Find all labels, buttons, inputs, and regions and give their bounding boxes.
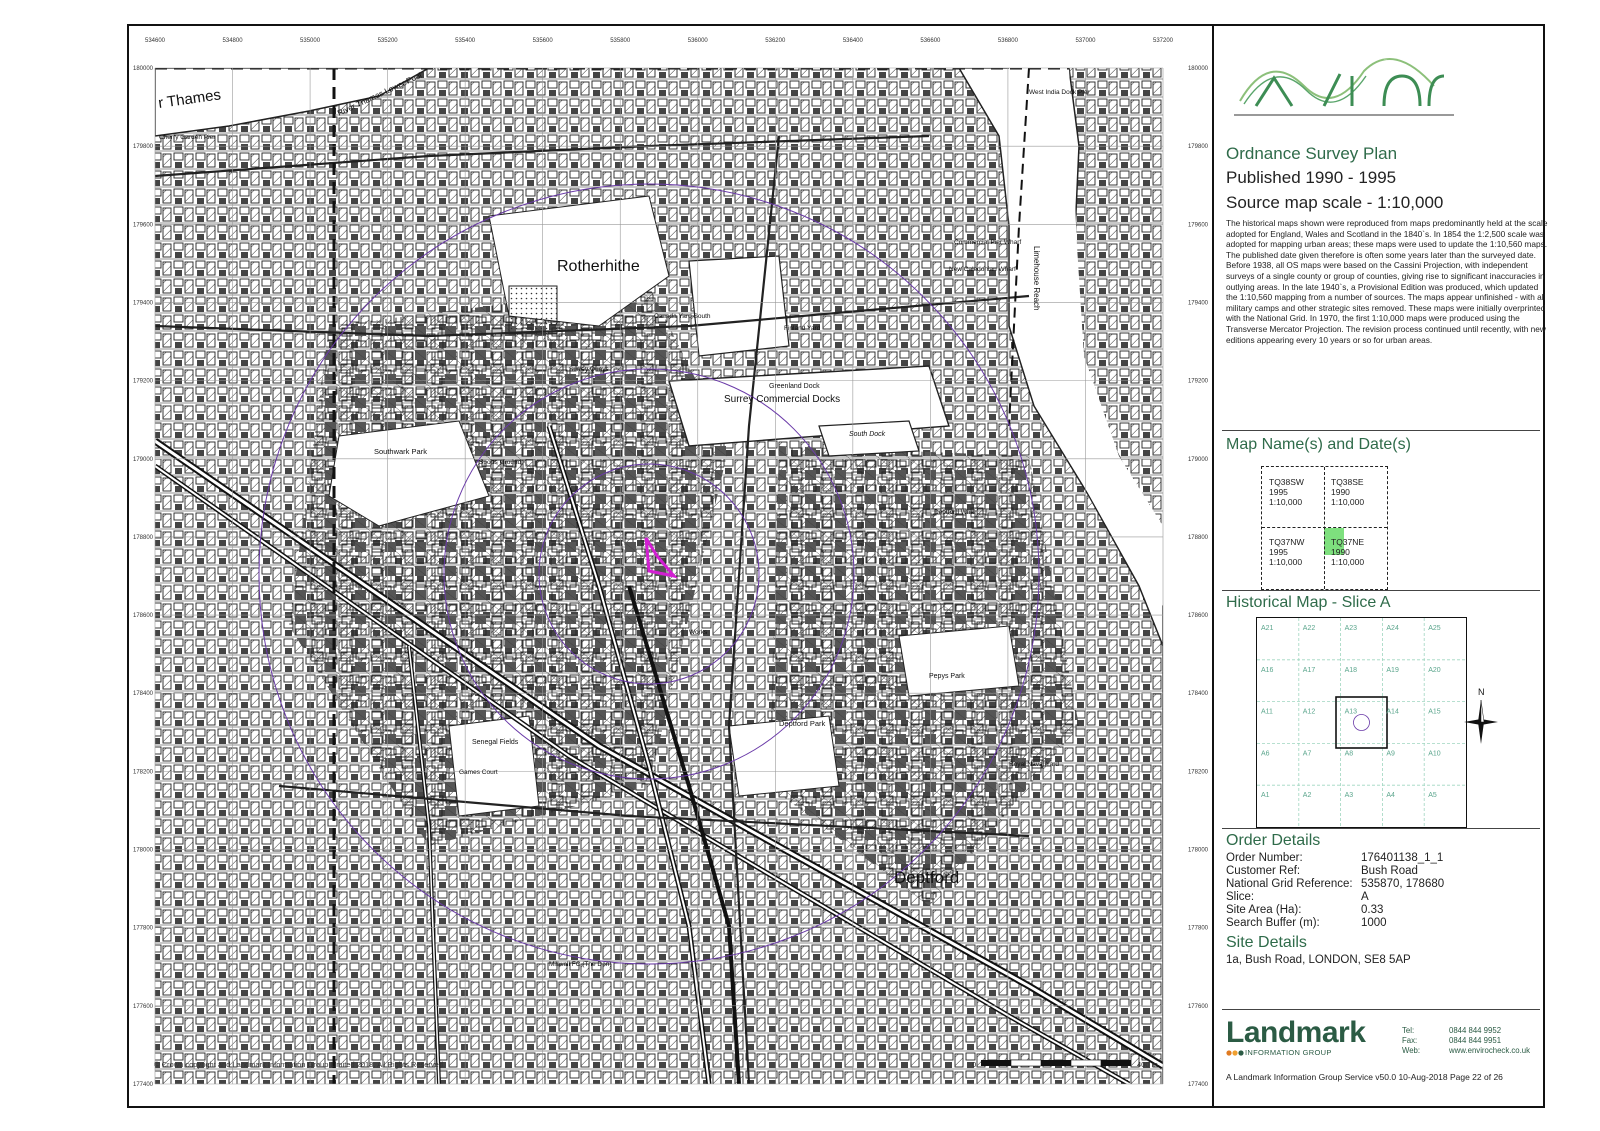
easting-tick-label: 535200 bbox=[377, 38, 398, 44]
scale-bar bbox=[981, 1060, 1131, 1066]
northing-tick-label: 179200 bbox=[133, 378, 154, 385]
northing-tick-label: 178400 bbox=[133, 691, 154, 698]
slice-cell-label: A8 bbox=[1344, 750, 1354, 758]
canada-water bbox=[689, 256, 789, 356]
easting-tick-label: 537000 bbox=[1075, 38, 1096, 44]
stippled-area bbox=[509, 286, 557, 334]
landmark-dots-icon bbox=[1226, 1050, 1244, 1056]
easting-labels bbox=[145, 38, 1174, 44]
northing-tick-label: 179200 bbox=[1187, 378, 1208, 385]
label-sports-ground: Sports Ground bbox=[479, 459, 522, 466]
aviron-logo bbox=[1234, 46, 1454, 121]
label-river-thames-pool: River Thames Lower Pool bbox=[336, 70, 424, 118]
slice-cell-label: A23 bbox=[1344, 625, 1358, 632]
svg-text:N: N bbox=[1478, 687, 1485, 697]
sheet-index-grid bbox=[1261, 466, 1388, 590]
order-field-label: Search Buffer (m): bbox=[1226, 917, 1320, 929]
northing-tick-label: 177800 bbox=[1187, 925, 1208, 932]
slice-cell-label: A16 bbox=[1261, 666, 1274, 674]
order-field-label: Order Number: bbox=[1226, 852, 1303, 864]
svg-text:aviron: aviron bbox=[1384, 60, 1387, 61]
northing-tick-label: 178000 bbox=[133, 847, 154, 854]
northing-tick-label: 179600 bbox=[133, 222, 154, 229]
label-millwall: Millwall FC (The Den) bbox=[549, 961, 612, 968]
slice-cell-label: A25 bbox=[1428, 625, 1441, 632]
label-royal-naval-yard: Royal Naval Yard bbox=[1009, 761, 1059, 768]
site-address: 1a, Bush Road, LONDON, SE8 5AP bbox=[1226, 954, 1411, 966]
historical-map[interactable] bbox=[129, 26, 1212, 1106]
landmark-subtitle: INFORMATION GROUP bbox=[1245, 1048, 1332, 1057]
map-names-heading: Map Name(s) and Date(s) bbox=[1226, 436, 1411, 453]
northing-tick-label: 177600 bbox=[1187, 1003, 1208, 1010]
slice-cell-label: A15 bbox=[1428, 708, 1441, 716]
slice-a-outline bbox=[1336, 697, 1387, 748]
scale-start-label: 0 bbox=[972, 1060, 977, 1069]
label-deptford: Deptford bbox=[894, 868, 960, 887]
label-surrey-docks: Surrey Commercial Docks bbox=[724, 394, 841, 405]
northing-tick-label: 178200 bbox=[1187, 769, 1208, 776]
easting-tick-label: 535400 bbox=[455, 38, 476, 44]
sheet-tq38sw: TQ38SW 1995 1:10,000 bbox=[1269, 477, 1304, 507]
order-field-value: 176401138_1_1 bbox=[1361, 852, 1444, 864]
order-field-value: Bush Road bbox=[1361, 865, 1418, 877]
label-west-india: West India Dock Pier bbox=[1029, 89, 1090, 96]
order-field-value: 0.33 bbox=[1361, 904, 1384, 916]
label-pepys-park: Pepys Park bbox=[929, 673, 965, 680]
slice-cell-label: A20 bbox=[1428, 666, 1441, 674]
slice-cell-label: A13 bbox=[1344, 708, 1358, 716]
pepys-park bbox=[899, 626, 1019, 696]
footer-info: A Landmark Information Group Service v50.0 10-Aug-2018 Page 22 of 26 bbox=[1226, 1072, 1503, 1082]
northing-tick-label: 177800 bbox=[133, 925, 154, 932]
easting-tick-label: 536800 bbox=[997, 38, 1018, 44]
landmark-logo: Landmark bbox=[1226, 1016, 1366, 1049]
source-scale: Source map scale - 1:10,000 bbox=[1226, 193, 1444, 212]
label-finland-yard: Finland Yard bbox=[784, 325, 821, 332]
easting-tick-label: 536200 bbox=[765, 38, 786, 44]
northing-tick-label: 180000 bbox=[133, 66, 154, 72]
order-field-label: Slice: bbox=[1226, 891, 1255, 903]
label-deptford-park: Deptford Park bbox=[779, 719, 826, 728]
label-new-caledonian: New Caledonian Wharf bbox=[949, 266, 1016, 273]
slice-cell-label: A12 bbox=[1302, 708, 1316, 716]
label-limehouse-reach: Limehouse Reach bbox=[1032, 246, 1041, 311]
northing-tick-label: 179000 bbox=[133, 456, 154, 463]
fax-label: Fax: bbox=[1402, 1036, 1418, 1045]
order-field-label: National Grid Reference: bbox=[1226, 878, 1353, 890]
northing-tick-label: 178200 bbox=[133, 769, 154, 776]
divider bbox=[1222, 828, 1540, 829]
slice-cell-label: A11 bbox=[1261, 708, 1273, 716]
slice-cell-label: A18 bbox=[1344, 666, 1358, 674]
web-link[interactable]: www.envirocheck.co.uk bbox=[1449, 1046, 1531, 1055]
northing-tick-label: 178800 bbox=[1187, 534, 1208, 541]
label-greenland-dock: Greenland Dock bbox=[769, 383, 820, 390]
order-field-value: 535870, 178680 bbox=[1361, 878, 1445, 890]
divider bbox=[1222, 1009, 1540, 1010]
label-river-thames: r Thames bbox=[157, 86, 223, 112]
slice-cell-label: A22 bbox=[1302, 625, 1316, 632]
easting-tick-label: 535600 bbox=[532, 38, 553, 44]
easting-tick-label: 534800 bbox=[222, 38, 243, 44]
order-heading: Order Details bbox=[1226, 832, 1321, 849]
sheet-tq37ne: TQ37NE 1990 1:10,000 bbox=[1331, 537, 1365, 567]
north-arrow-icon bbox=[1464, 686, 1504, 746]
label-deptford-wharf: Deptford Wharf bbox=[934, 509, 979, 516]
northing-tick-label: 177400 bbox=[1187, 1082, 1208, 1088]
label-rotherhithe: Rotherhithe bbox=[557, 258, 640, 275]
northing-tick-label: 178600 bbox=[1187, 613, 1208, 620]
easting-tick-label: 536000 bbox=[687, 38, 708, 44]
divider bbox=[1222, 430, 1540, 431]
map-canvas[interactable] bbox=[129, 26, 1212, 1106]
slice-cell-label: A9 bbox=[1386, 750, 1395, 758]
northing-tick-label: 178800 bbox=[133, 534, 154, 541]
label-cherry-garden: Cherry Garden Pier bbox=[159, 134, 216, 141]
label-commercial-pier: Commercial Pier Wharf bbox=[954, 239, 1022, 246]
slice-cell-label: A5 bbox=[1428, 792, 1437, 800]
easting-tick-label: 535000 bbox=[300, 38, 321, 44]
label-south-dock: South Dock bbox=[849, 431, 886, 438]
order-field-label: Customer Ref: bbox=[1226, 865, 1301, 877]
sheet-tq38se: TQ38SE 1990 1:10,000 bbox=[1331, 477, 1365, 507]
slice-cell-label: A6 bbox=[1261, 750, 1270, 758]
slice-heading: Historical Map - Slice A bbox=[1226, 594, 1391, 611]
slice-cell-label: A1 bbox=[1261, 792, 1270, 800]
slice-cell-label: A3 bbox=[1344, 792, 1354, 800]
northing-tick-label: 178600 bbox=[133, 613, 154, 620]
slice-cell-label: A2 bbox=[1302, 792, 1312, 800]
easting-tick-label: 537200 bbox=[1152, 38, 1174, 44]
label-canada-yard: Canada Yard South bbox=[654, 313, 711, 320]
order-field-value: 1000 bbox=[1361, 917, 1387, 929]
slice-cell-label: A7 bbox=[1302, 750, 1312, 758]
slice-cell-label: A10 bbox=[1428, 750, 1441, 758]
site-heading: Site Details bbox=[1226, 934, 1307, 951]
northing-tick-label: 179800 bbox=[1187, 144, 1208, 151]
label-games-court: Games Court bbox=[459, 769, 498, 776]
tel-label: Tel: bbox=[1402, 1026, 1415, 1035]
slice-cell-label: A21 bbox=[1261, 625, 1274, 632]
slice-cell-label: A24 bbox=[1386, 625, 1399, 632]
label-southwark-park: Southwark Park bbox=[374, 447, 427, 456]
copyright-notice: © Crown copyright and Landmark Information Group Limited 2018. All Rights Reserved. bbox=[154, 1060, 446, 1069]
sheet-tq37nw: TQ37NW 1995 1:10,000 bbox=[1269, 537, 1305, 567]
panel-title: Ordnance Survey Plan bbox=[1226, 144, 1398, 163]
label-senegal-fields: Senegal Fields bbox=[472, 739, 519, 746]
northing-tick-label: 179400 bbox=[133, 300, 154, 307]
easting-tick-label: 534600 bbox=[144, 38, 166, 44]
slice-cell-label: A19 bbox=[1386, 666, 1399, 674]
northing-tick-label: 177400 bbox=[133, 1082, 154, 1088]
label-surrey-quays: Surrey Quays bbox=[569, 366, 609, 373]
order-field-label: Site Area (Ha): bbox=[1226, 904, 1302, 916]
fax-number: 0844 844 9951 bbox=[1449, 1036, 1502, 1045]
northing-tick-label: 178000 bbox=[1187, 847, 1208, 854]
slice-cell-label: A4 bbox=[1386, 792, 1395, 800]
northing-tick-label: 179400 bbox=[1187, 300, 1208, 307]
web-label: Web: bbox=[1402, 1046, 1421, 1055]
slice-grid bbox=[1256, 617, 1467, 828]
divider bbox=[1222, 590, 1540, 591]
northing-tick-label: 179600 bbox=[1187, 222, 1208, 229]
slice-cell-label: A17 bbox=[1302, 666, 1316, 674]
northing-tick-label: 178400 bbox=[1187, 691, 1208, 698]
northing-tick-label: 179000 bbox=[1187, 456, 1208, 463]
south-dock bbox=[819, 421, 919, 456]
order-field-value: A bbox=[1361, 891, 1369, 903]
easting-tick-label: 536600 bbox=[920, 38, 941, 44]
easting-tick-label: 536400 bbox=[842, 38, 863, 44]
slice-cell-label: A14 bbox=[1386, 708, 1399, 716]
info-panel bbox=[1212, 26, 1548, 1106]
northing-tick-label: 179800 bbox=[133, 144, 154, 151]
label-works: Works bbox=[689, 629, 708, 636]
history-description: The historical maps shown were reproduced from maps predominantly held at the scale adopted for England, Wales and Scotland in the 1840`s. In 1854 the 1:2,500 scale was adopted for mapping urban areas; these maps were used to update the 1:10,560 maps. The published date given therefore is often some years later than the surveyed date. Before 1938, all OS maps were based on the Cassini Projection, with independent surveys of a single county or group of counties, giving rise to significant inaccuracies in outlying areas. In the late 1940`s, a Provisional Edition was produced, which updated the 1:10,560 mapping from a number of sources. The maps appear unfinished - with all military camps and other strategic sites removed. These maps were initially overprinted with the National Grid. In 1970, the first 1:10,000 maps were produced using the Transverse Mercator Projection. The revision process continued until recently, with new editions appearing every 10 years or so for urban areas. bbox=[1226, 218, 1548, 345]
northing-tick-label: 180000 bbox=[1187, 66, 1208, 72]
northing-tick-label: 177600 bbox=[133, 1003, 154, 1010]
easting-tick-label: 535800 bbox=[610, 38, 631, 44]
tel-number: 0844 844 9952 bbox=[1449, 1026, 1502, 1035]
scale-end-label: 400 m bbox=[1137, 1060, 1158, 1069]
published-dates: Published 1990 - 1995 bbox=[1226, 168, 1397, 187]
